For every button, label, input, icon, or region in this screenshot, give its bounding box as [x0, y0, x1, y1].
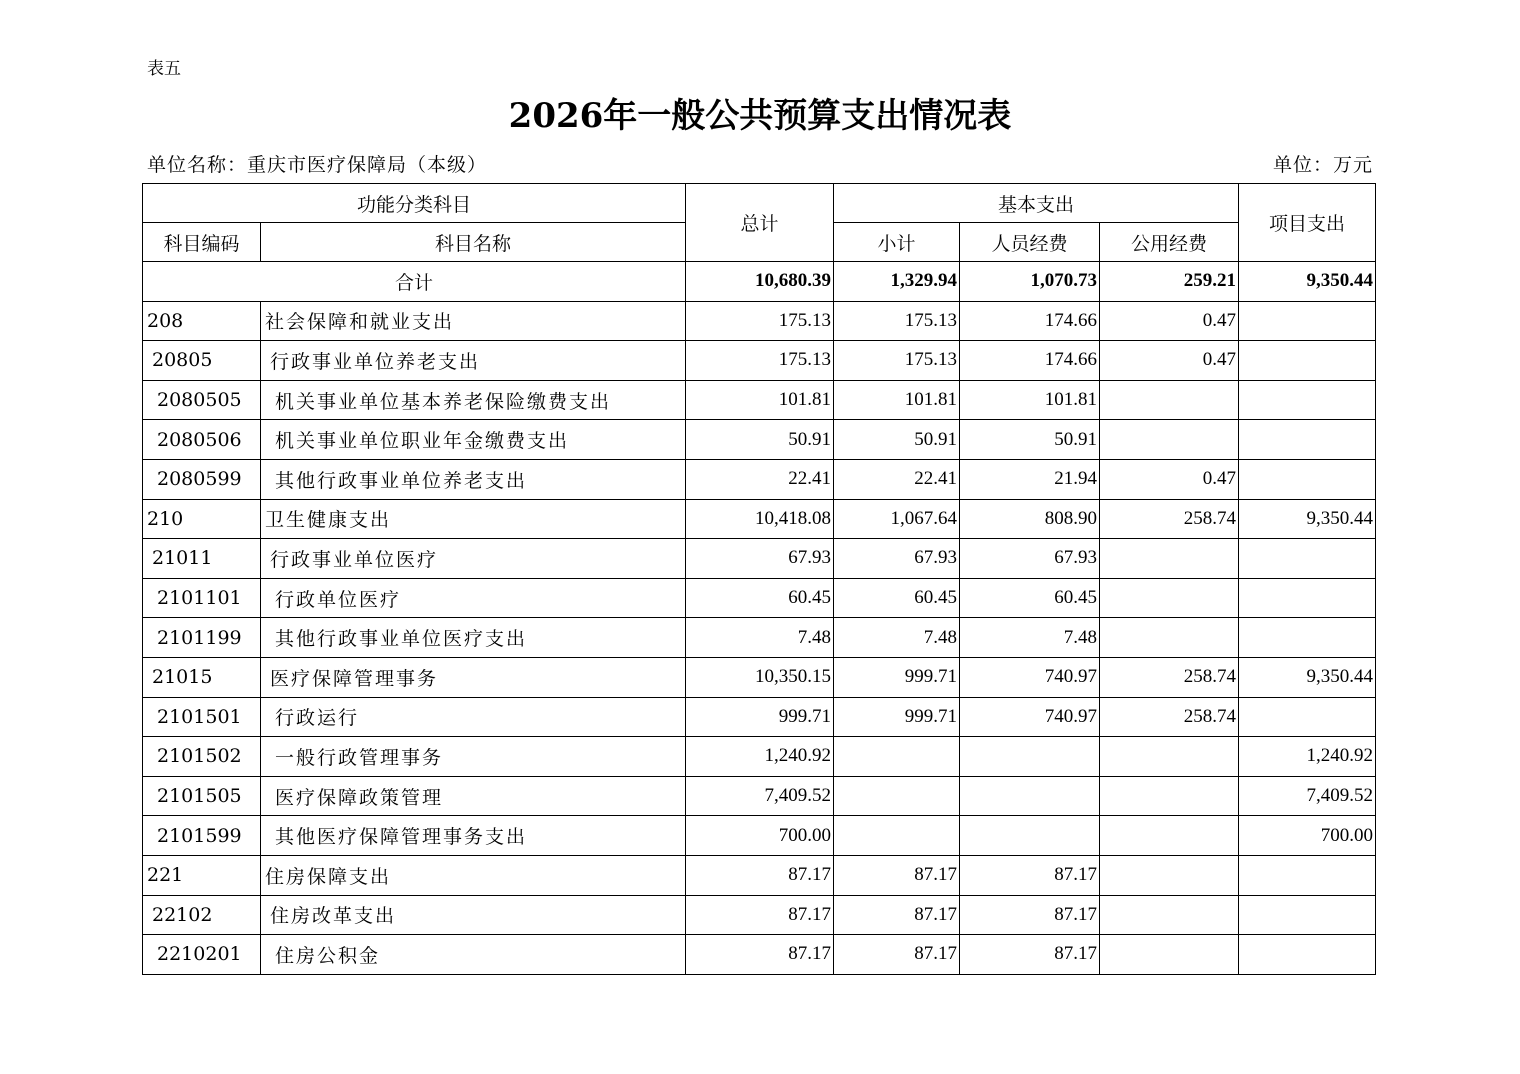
cell-total: 175.13 — [686, 341, 834, 381]
cell-code: 2101502 — [143, 737, 261, 777]
table-row — [143, 459, 1376, 499]
cell-personnel: 174.66 — [960, 301, 1100, 341]
cell-subtotal: 101.81 — [834, 380, 960, 420]
cell-total: 50.91 — [686, 420, 834, 460]
table-row — [143, 855, 1376, 895]
cell-code: 2080505 — [143, 380, 261, 420]
cell-name: 住房保障支出 — [261, 855, 686, 895]
cell-name: 行政单位医疗 — [261, 578, 686, 618]
cell-project — [1239, 618, 1376, 658]
cell-subtotal: 67.93 — [834, 539, 960, 579]
table-row — [143, 539, 1376, 579]
header-row-1 — [143, 184, 1376, 223]
cell-personnel: 67.93 — [960, 539, 1100, 579]
cell-code: 2101199 — [143, 618, 261, 658]
cell-personnel — [960, 737, 1100, 777]
total-public: 259.21 — [1100, 262, 1239, 302]
table-row — [143, 499, 1376, 539]
cell-total: 22.41 — [686, 459, 834, 499]
cell-name: 其他行政事业单位养老支出 — [261, 459, 686, 499]
cell-code: 210 — [143, 499, 261, 539]
cell-name: 行政事业单位医疗 — [261, 539, 686, 579]
cell-public: 0.47 — [1100, 341, 1239, 381]
cell-code: 2101101 — [143, 578, 261, 618]
cell-total: 1,240.92 — [686, 737, 834, 777]
cell-code: 208 — [143, 301, 261, 341]
cell-personnel: 60.45 — [960, 578, 1100, 618]
col-header-personnel: 人员经费 — [960, 223, 1100, 262]
cell-public — [1100, 539, 1239, 579]
cell-project — [1239, 578, 1376, 618]
cell-project: 1,240.92 — [1239, 737, 1376, 777]
cell-code: 21015 — [143, 657, 261, 697]
cell-project — [1239, 697, 1376, 737]
total-row — [143, 262, 1376, 302]
cell-project — [1239, 855, 1376, 895]
cell-total: 60.45 — [686, 578, 834, 618]
cell-project: 7,409.52 — [1239, 776, 1376, 816]
currency-unit: 单位：万元 — [1272, 154, 1373, 176]
cell-public — [1100, 737, 1239, 777]
cell-personnel: 740.97 — [960, 697, 1100, 737]
cell-project — [1239, 539, 1376, 579]
total-project: 9,350.44 — [1239, 262, 1376, 302]
col-header-function-category: 功能分类科目 — [143, 184, 686, 223]
cell-name: 医疗保障政策管理 — [261, 776, 686, 816]
cell-name: 一般行政管理事务 — [261, 737, 686, 777]
cell-subtotal: 175.13 — [834, 301, 960, 341]
col-header-subtotal: 小计 — [834, 223, 960, 262]
cell-subtotal: 175.13 — [834, 341, 960, 381]
cell-public: 258.74 — [1100, 499, 1239, 539]
cell-personnel — [960, 776, 1100, 816]
cell-name: 住房公积金 — [261, 935, 686, 975]
cell-public — [1100, 578, 1239, 618]
cell-project — [1239, 341, 1376, 381]
cell-subtotal: 999.71 — [834, 657, 960, 697]
total-subtotal: 1,329.94 — [834, 262, 960, 302]
cell-total: 101.81 — [686, 380, 834, 420]
table-label: 表五 — [147, 59, 181, 79]
cell-code: 20805 — [143, 341, 261, 381]
cell-total: 7,409.52 — [686, 776, 834, 816]
cell-name: 行政事业单位养老支出 — [261, 341, 686, 381]
cell-subtotal: 999.71 — [834, 697, 960, 737]
cell-total: 87.17 — [686, 895, 834, 935]
table-row — [143, 301, 1376, 341]
cell-subtotal — [834, 737, 960, 777]
cell-project — [1239, 420, 1376, 460]
cell-code: 22102 — [143, 895, 261, 935]
cell-project — [1239, 301, 1376, 341]
cell-code: 21011 — [143, 539, 261, 579]
cell-personnel: 50.91 — [960, 420, 1100, 460]
cell-public — [1100, 776, 1239, 816]
cell-personnel: 174.66 — [960, 341, 1100, 381]
cell-name: 其他行政事业单位医疗支出 — [261, 618, 686, 658]
cell-name: 卫生健康支出 — [261, 499, 686, 539]
cell-code: 2101505 — [143, 776, 261, 816]
table-row — [143, 420, 1376, 460]
cell-name: 住房改革支出 — [261, 895, 686, 935]
table-row — [143, 737, 1376, 777]
cell-public — [1100, 816, 1239, 856]
cell-subtotal: 60.45 — [834, 578, 960, 618]
cell-project: 700.00 — [1239, 816, 1376, 856]
cell-name: 其他医疗保障管理事务支出 — [261, 816, 686, 856]
cell-subtotal: 50.91 — [834, 420, 960, 460]
cell-public: 0.47 — [1100, 459, 1239, 499]
total-personnel: 1,070.73 — [960, 262, 1100, 302]
cell-project — [1239, 895, 1376, 935]
cell-name: 行政运行 — [261, 697, 686, 737]
col-header-code: 科目编码 — [143, 223, 261, 262]
cell-code: 221 — [143, 855, 261, 895]
cell-project — [1239, 380, 1376, 420]
table-row — [143, 578, 1376, 618]
cell-public — [1100, 618, 1239, 658]
table-row — [143, 776, 1376, 816]
cell-personnel: 21.94 — [960, 459, 1100, 499]
table-row — [143, 657, 1376, 697]
cell-project — [1239, 935, 1376, 975]
table-row — [143, 618, 1376, 658]
cell-personnel: 101.81 — [960, 380, 1100, 420]
table-row — [143, 380, 1376, 420]
cell-total: 175.13 — [686, 301, 834, 341]
cell-name: 机关事业单位职业年金缴费支出 — [261, 420, 686, 460]
cell-subtotal: 87.17 — [834, 855, 960, 895]
table-row — [143, 816, 1376, 856]
cell-personnel: 87.17 — [960, 935, 1100, 975]
cell-code: 2210201 — [143, 935, 261, 975]
table-row — [143, 895, 1376, 935]
col-header-public: 公用经费 — [1100, 223, 1239, 262]
cell-personnel: 740.97 — [960, 657, 1100, 697]
cell-personnel: 87.17 — [960, 895, 1100, 935]
cell-code: 2101501 — [143, 697, 261, 737]
cell-personnel — [960, 816, 1100, 856]
cell-project: 9,350.44 — [1239, 657, 1376, 697]
cell-public: 258.74 — [1100, 657, 1239, 697]
cell-total: 999.71 — [686, 697, 834, 737]
table-row — [143, 935, 1376, 975]
cell-subtotal: 7.48 — [834, 618, 960, 658]
cell-public — [1100, 855, 1239, 895]
total-total: 10,680.39 — [686, 262, 834, 302]
table-row — [143, 697, 1376, 737]
cell-total: 7.48 — [686, 618, 834, 658]
cell-public — [1100, 420, 1239, 460]
cell-public — [1100, 935, 1239, 975]
cell-name: 社会保障和就业支出 — [261, 301, 686, 341]
cell-name: 医疗保障管理事务 — [261, 657, 686, 697]
col-header-project: 项目支出 — [1239, 184, 1376, 262]
cell-name: 机关事业单位基本养老保险缴费支出 — [261, 380, 686, 420]
unit-name: 单位名称：重庆市医疗保障局（本级） — [147, 154, 488, 176]
col-header-name: 科目名称 — [261, 223, 686, 262]
cell-public: 0.47 — [1100, 301, 1239, 341]
cell-personnel: 808.90 — [960, 499, 1100, 539]
cell-total: 700.00 — [686, 816, 834, 856]
cell-public — [1100, 895, 1239, 935]
total-label: 合计 — [143, 262, 686, 302]
cell-subtotal — [834, 816, 960, 856]
col-header-basic: 基本支出 — [834, 184, 1239, 223]
cell-subtotal: 22.41 — [834, 459, 960, 499]
table-row — [143, 341, 1376, 381]
page-title: 2026年一般公共预算支出情况表 — [508, 96, 1012, 136]
cell-code: 2080506 — [143, 420, 261, 460]
cell-subtotal: 87.17 — [834, 895, 960, 935]
cell-total: 87.17 — [686, 855, 834, 895]
cell-subtotal: 87.17 — [834, 935, 960, 975]
cell-personnel: 7.48 — [960, 618, 1100, 658]
cell-total: 67.93 — [686, 539, 834, 579]
cell-total: 10,350.15 — [686, 657, 834, 697]
col-header-total: 总计 — [686, 184, 834, 262]
cell-subtotal: 1,067.64 — [834, 499, 960, 539]
budget-table — [142, 183, 1376, 975]
cell-code: 2101599 — [143, 816, 261, 856]
cell-subtotal — [834, 776, 960, 816]
cell-personnel: 87.17 — [960, 855, 1100, 895]
cell-public — [1100, 380, 1239, 420]
cell-code: 2080599 — [143, 459, 261, 499]
cell-total: 87.17 — [686, 935, 834, 975]
cell-total: 10,418.08 — [686, 499, 834, 539]
cell-project: 9,350.44 — [1239, 499, 1376, 539]
cell-project — [1239, 459, 1376, 499]
cell-public: 258.74 — [1100, 697, 1239, 737]
